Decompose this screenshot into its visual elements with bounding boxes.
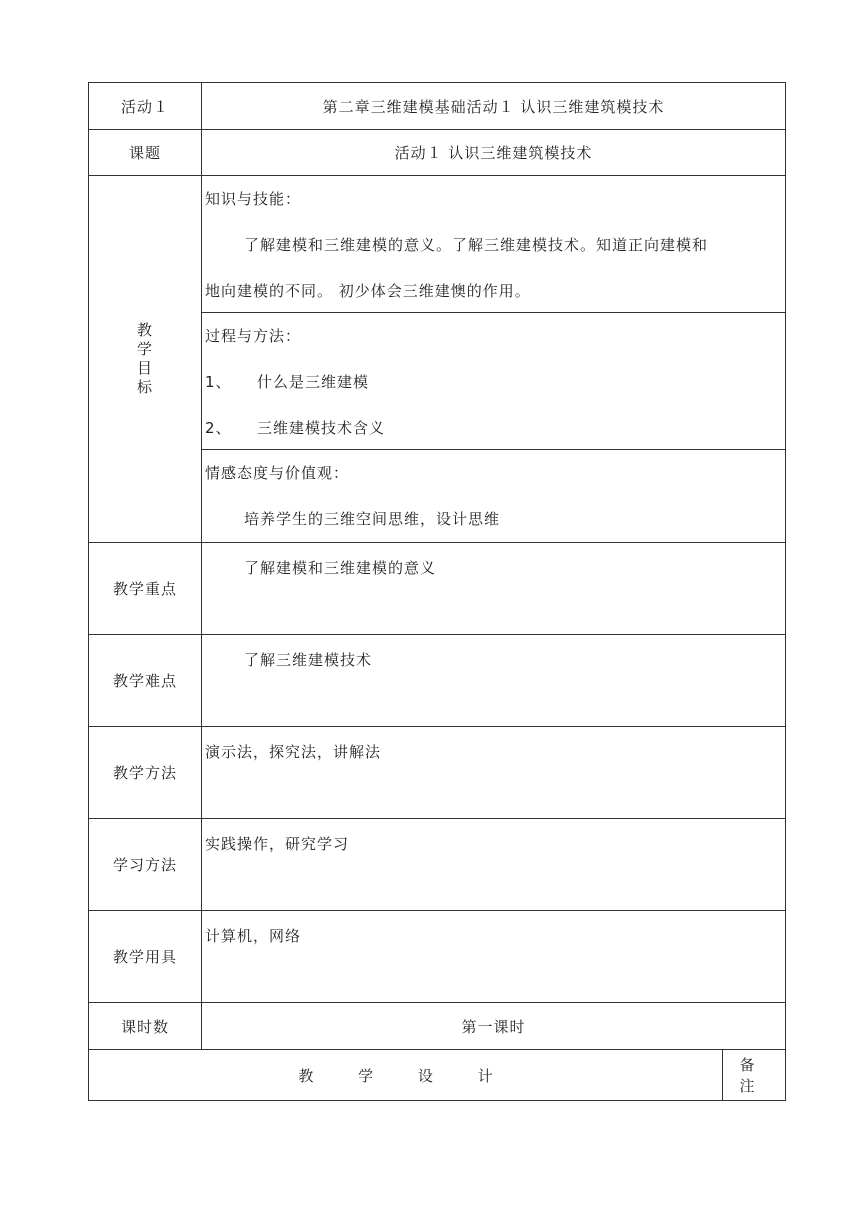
row-difficulties	[89, 635, 786, 727]
row-activity	[89, 83, 786, 130]
learning-method-label: 学习方法	[89, 819, 202, 911]
difficulties-label: 教学难点	[89, 635, 202, 727]
row-tools	[89, 911, 786, 1003]
process-item-1-num: 1、	[205, 373, 232, 391]
goals-label: 教学目标	[137, 321, 154, 396]
goals-emotion	[202, 450, 785, 542]
row-hours	[89, 1003, 786, 1050]
process-item-1-text: 什么是三维建模	[257, 373, 370, 391]
goals-content	[202, 176, 786, 543]
knowledge-heading: 知识与技能：	[205, 190, 302, 208]
row-key-points	[89, 543, 786, 635]
topic-label: 课题	[89, 130, 202, 176]
key-points-value: 了解建模和三维建模的意义	[244, 559, 437, 577]
activity-label: 活动１	[89, 83, 202, 130]
difficulties-value: 了解三维建模技术	[244, 651, 373, 669]
row-topic	[89, 130, 786, 176]
goals-label-cell	[89, 176, 202, 543]
process-item-2	[205, 405, 785, 451]
process-item-1	[205, 359, 785, 405]
knowledge-line-2: 地向建模的不同。 初少体会三维建懊的作用。	[205, 282, 531, 300]
key-points-label: 教学重点	[89, 543, 202, 635]
row-goals	[89, 176, 786, 543]
process-item-2-text: 三维建模技术含义	[257, 419, 386, 437]
process-heading: 过程与方法：	[205, 327, 302, 345]
key-points-cell	[202, 543, 786, 635]
emotion-text: 培养学生的三维空间思维，设计思维	[244, 510, 501, 528]
goals-knowledge	[202, 176, 785, 313]
teaching-method-label: 教学方法	[89, 727, 202, 819]
teaching-method-value: 演示法，探究法，讲解法	[202, 727, 786, 819]
activity-value: 第二章三维建模基础活动１ 认识三维建筑模技术	[202, 83, 786, 130]
hours-value: 第一课时	[202, 1003, 786, 1050]
tools-value: 计算机，网络	[202, 911, 786, 1003]
knowledge-line-1: 了解建模和三维建模的意义。了解三维建模技术。知道正向建模和	[244, 236, 709, 254]
hours-label: 课时数	[89, 1003, 202, 1050]
learning-method-value: 实践操作，研究学习	[202, 819, 786, 911]
row-design	[89, 1050, 786, 1101]
goals-process	[202, 313, 785, 450]
emotion-heading: 情感态度与价值观：	[205, 464, 350, 482]
notes-label: 备 注	[723, 1050, 786, 1101]
design-label: 教 学 设 计	[89, 1050, 723, 1101]
lesson-plan-table	[88, 82, 786, 1101]
topic-value: 活动１ 认识三维建筑模技术	[202, 130, 786, 176]
tools-label: 教学用具	[89, 911, 202, 1003]
difficulties-cell	[202, 635, 786, 727]
process-item-2-num: 2、	[205, 419, 232, 437]
row-teaching-method	[89, 727, 786, 819]
row-learning-method	[89, 819, 786, 911]
